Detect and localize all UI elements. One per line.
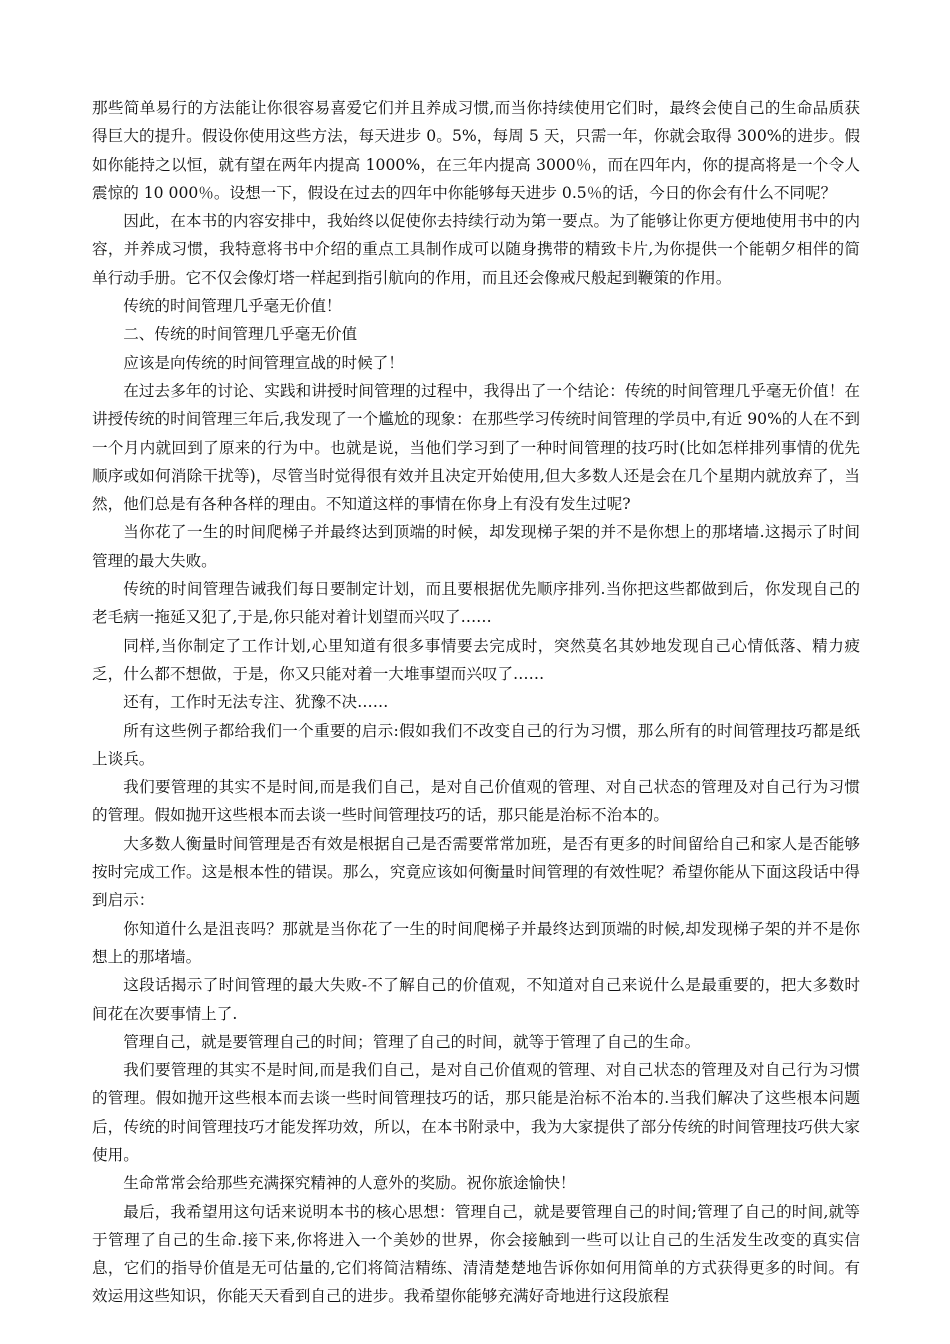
paragraph-8: 传统的时间管理告诫我们每日要制定计划，而且要根据优先顺序排列.当你把这些都做到后，你发现自己的老毛病一拖延又犯了,于是,你只能对着计划望而兴叹了…… <box>92 580 860 627</box>
paragraph-2: 因此，在本书的内容安排中，我始终以促使你去持续行动为第一要点。为了能够让你更方便地使用书中的内容，并养成习惯，我特意将书中介绍的重点工具制作成可以随身携带的精致卡片,为你提供一个能朝夕相伴的简单行动手册。它不仅会像灯塔一样起到指引航向的作用，而且还会像戒尺般起到鞭策的作用。 <box>92 212 860 287</box>
paragraph-11: 所有这些例子都给我们一个重要的启示:假如我们不改变自己的行为习惯，那么所有的时间管理技巧都是纸上谈兵。 <box>92 721 860 768</box>
document-body <box>92 94 860 1311</box>
paragraph-9: 同样,当你制定了工作计划,心里知道有很多事情要去完成时，突然莫名其妙地发现自己心情低落、精力疲乏，什么都不想做，于是，你又只能对着一大堆事望而兴叹了…… <box>92 636 860 683</box>
paragraph-17: 我们要管理的其实不是时间,而是我们自己，是对自己价值观的管理、对自己状态的管理及对自己行为习惯的管理。假如抛开这些根本而去谈一些时间管理技巧的话，那只能是治标不治本的.当我们解决了这些根本问题后，传统的时间管理技巧才能发挥功效，所以，在本书附录中，我为大家提供了部分传统的时间管理技巧供大家使用。 <box>92 1061 860 1164</box>
paragraph-5: 应该是向传统的时间管理宣战的时候了！ <box>123 353 404 372</box>
paragraph-18: 生命常常会给那些充满探究精神的人意外的奖励。祝你旅途愉快！ <box>123 1174 576 1193</box>
paragraph-19: 最后，我希望用这句话来说明本书的核心思想：管理自己，就是要管理自己的时间;管理了自己的时间,就等于管理了自己的生命.接下来,你将进入一个美妙的世界，你会接触到一些可以让自己的生活发生改变的真实信息，它们的指导价值是无可估量的,它们将简洁精练、清清楚楚地告诉你如何用简单的方式获得更多的时间。有效运用这些知识，你能天天看到自己的进步。我希望你能够充满好奇地进行这段旅程 <box>92 1202 860 1306</box>
paragraph-1: 那些简单易行的方法能让你很容易喜爱它们并且养成习惯,而当你持续使用它们时，最终会使自己的生命品质获得巨大的提升。假设你使用这些方法，每天进步 0。5%，每周 5 天，只需一年，你就会取得 300%的进步。假如你能持之以恒，就有望在两年内提高 1000%，在三年内提高 3000％，而在四年内，你的提高将是一个令人震惊的 10 000％。设想一下，假设在过去的四年中你能够每天进步 0.5％的话，今日的你会有什么不同呢？ <box>92 99 860 202</box>
paragraph-10: 还有，工作时无法专注、犹豫不决…… <box>123 693 389 712</box>
paragraph-14: 你知道什么是沮丧吗？那就是当你花了一生的时间爬梯子并最终达到顶端的时候,却发现梯子架的并不是你想上的那堵墙。 <box>92 919 860 966</box>
paragraph-16: 管理自己，就是要管理自己的时间；管理了自己的时间，就等于管理了自己的生命。 <box>123 1032 701 1051</box>
paragraph-13: 大多数人衡量时间管理是否有效是根据自己是否需要常常加班，是否有更多的时间留给自己和家人是否能够按时完成工作。这是根本性的错误。那么，究竟应该如何衡量时间管理的有效性呢？希望你能从下面这段话中得到启示： <box>92 834 860 910</box>
paragraph-6: 在过去多年的讨论、实践和讲授时间管理的过程中，我得出了一个结论：传统的时间管理几乎毫无价值！在讲授传统的时间管理三年后,我发现了一个尴尬的现象：在那些学习传统时间管理的学员中,有近 90%的人在不到一个月内就回到了原来的行为中。也就是说，当他们学习到了一种时间管理的技巧时(比如怎样排列事情的优先顺序或如何消除干扰等)，尽管当时觉得很有效并且决定开始使用,但大多数人还是会在几个星期内就放弃了，当然，他们总是有各种各样的理由。不知道这样的事情在你身上有没有发生过呢? <box>92 381 860 514</box>
paragraph-12: 我们要管理的其实不是时间,而是我们自己，是对自己价值观的管理、对自己状态的管理及对自己行为习惯的管理。假如抛开这些根本而去谈一些时间管理技巧的话，那只能是治标不治本的。 <box>92 778 860 825</box>
paragraph-15: 这段话揭示了时间管理的最大失败-不了解自己的价值观，不知道对自己来说什么是最重要的，把大多数时间花在次要事情上了. <box>92 976 860 1023</box>
paragraph-3: 传统的时间管理几乎毫无价值！ <box>123 297 342 316</box>
section-heading: 二、传统的时间管理几乎毫无价值 <box>123 325 358 344</box>
paragraph-7: 当你花了一生的时间爬梯子并最终达到顶端的时候，却发现梯子架的并不是你想上的那堵墙.这揭示了时间管理的最大失败。 <box>92 523 860 570</box>
